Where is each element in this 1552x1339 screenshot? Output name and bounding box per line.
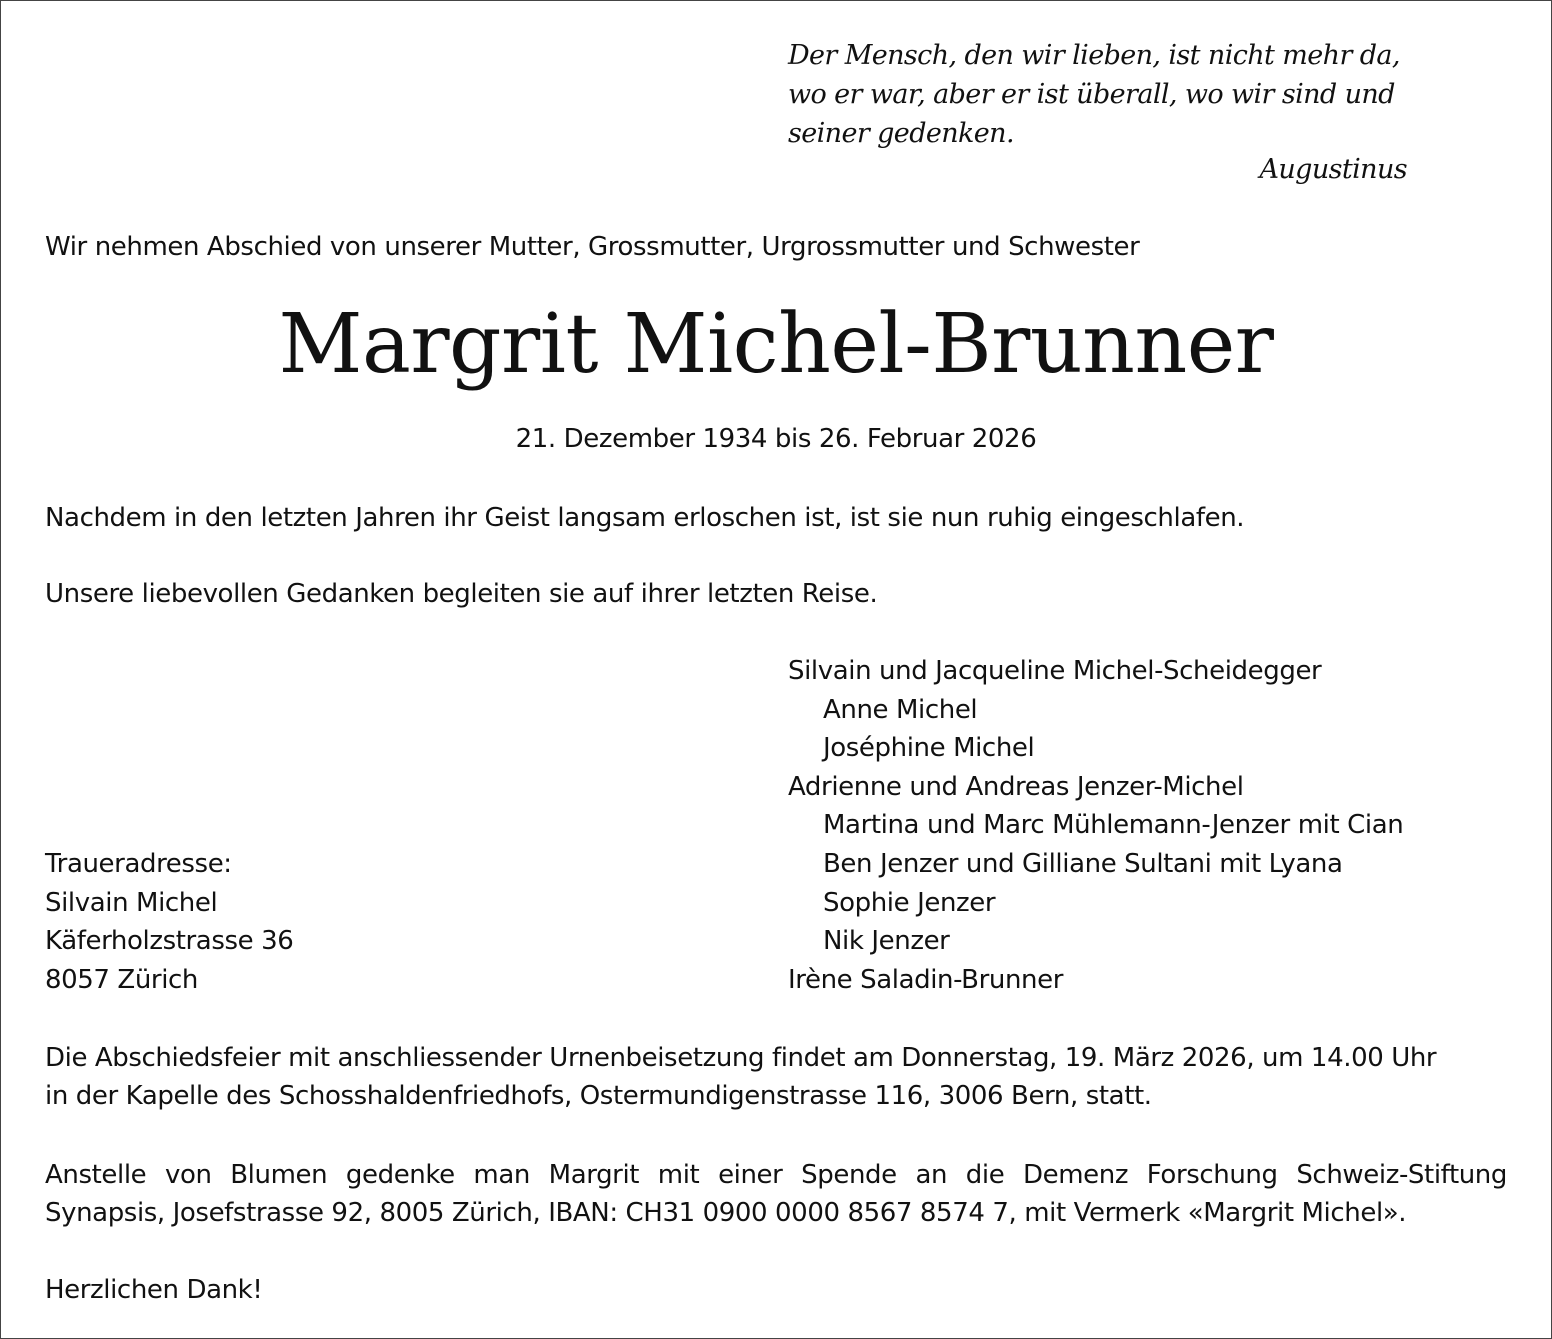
ceremony-line: in der Kapelle des Schosshaldenfriedhofs, Ostermundigenstrasse 116, 3006 Bern, statt. [45, 1081, 1152, 1111]
donation-line: Anstelle von Blumen gedenke man Margrit mit einer Spende an die Demenz Forschung Schweiz-Stiftung [45, 1160, 1507, 1190]
paragraph: Unsere liebevollen Gedanken begleiten sie auf ihrer letzten Reise. [45, 579, 878, 609]
quote-line: Der Mensch, den wir lieben, ist nicht mehr da, [788, 40, 1400, 71]
family-list [788, 652, 1403, 999]
donation-line: Synapsis, Josefstrasse 92, 8005 Zürich, IBAN: CH31 0900 0000 8567 8574 7, mit Vermerk «Margrit Michel». [45, 1198, 1407, 1228]
life-dates: 21. Dezember 1934 bis 26. Februar 2026 [515, 424, 1037, 454]
family-member: Sophie Jenzer [823, 887, 996, 918]
donation-info [45, 1156, 1507, 1232]
epigraph-quote [788, 36, 1400, 153]
family-member: Anne Michel [823, 694, 978, 725]
quote-author: Augustinus [1259, 154, 1407, 185]
family-member: Nik Jenzer [823, 926, 950, 957]
thanks-line: Herzlichen Dank! [45, 1275, 263, 1305]
address-name: Silvain Michel [45, 887, 218, 918]
family-member: Silvain und Jacqueline Michel-Scheidegger [788, 656, 1322, 686]
address-label: Traueradresse: [45, 849, 232, 879]
address-city: 8057 Zürich [45, 964, 199, 995]
family-member: Joséphine Michel [823, 733, 1035, 764]
deceased-name: Margrit Michel-Brunner [278, 297, 1274, 392]
family-member: Adrienne und Andreas Jenzer-Michel [788, 771, 1244, 802]
address-street: Käferholzstrasse 36 [45, 926, 294, 957]
quote-line: seiner gedenken. [788, 118, 1014, 149]
intro-line: Wir nehmen Abschied von unserer Mutter, Grossmutter, Urgrossmutter und Schwester [45, 232, 1140, 262]
ceremony-info [45, 1039, 1436, 1115]
mourning-address [45, 845, 293, 999]
family-member: Irène Saladin-Brunner [788, 964, 1064, 995]
quote-line: wo er war, aber er ist überall, wo wir sind und [788, 79, 1395, 110]
ceremony-line: Die Abschiedsfeier mit anschliessender Urnenbeisetzung findet am Donnerstag, 19. März 2026, um 14.00 Uhr [45, 1043, 1437, 1073]
family-member: Martina und Marc Mühlemann-Jenzer mit Cian [823, 810, 1404, 841]
paragraph: Nachdem in den letzten Jahren ihr Geist langsam erloschen ist, ist sie nun ruhig eingeschlafen. [45, 503, 1245, 533]
family-member: Ben Jenzer und Gilliane Sultani mit Lyana [823, 848, 1343, 879]
